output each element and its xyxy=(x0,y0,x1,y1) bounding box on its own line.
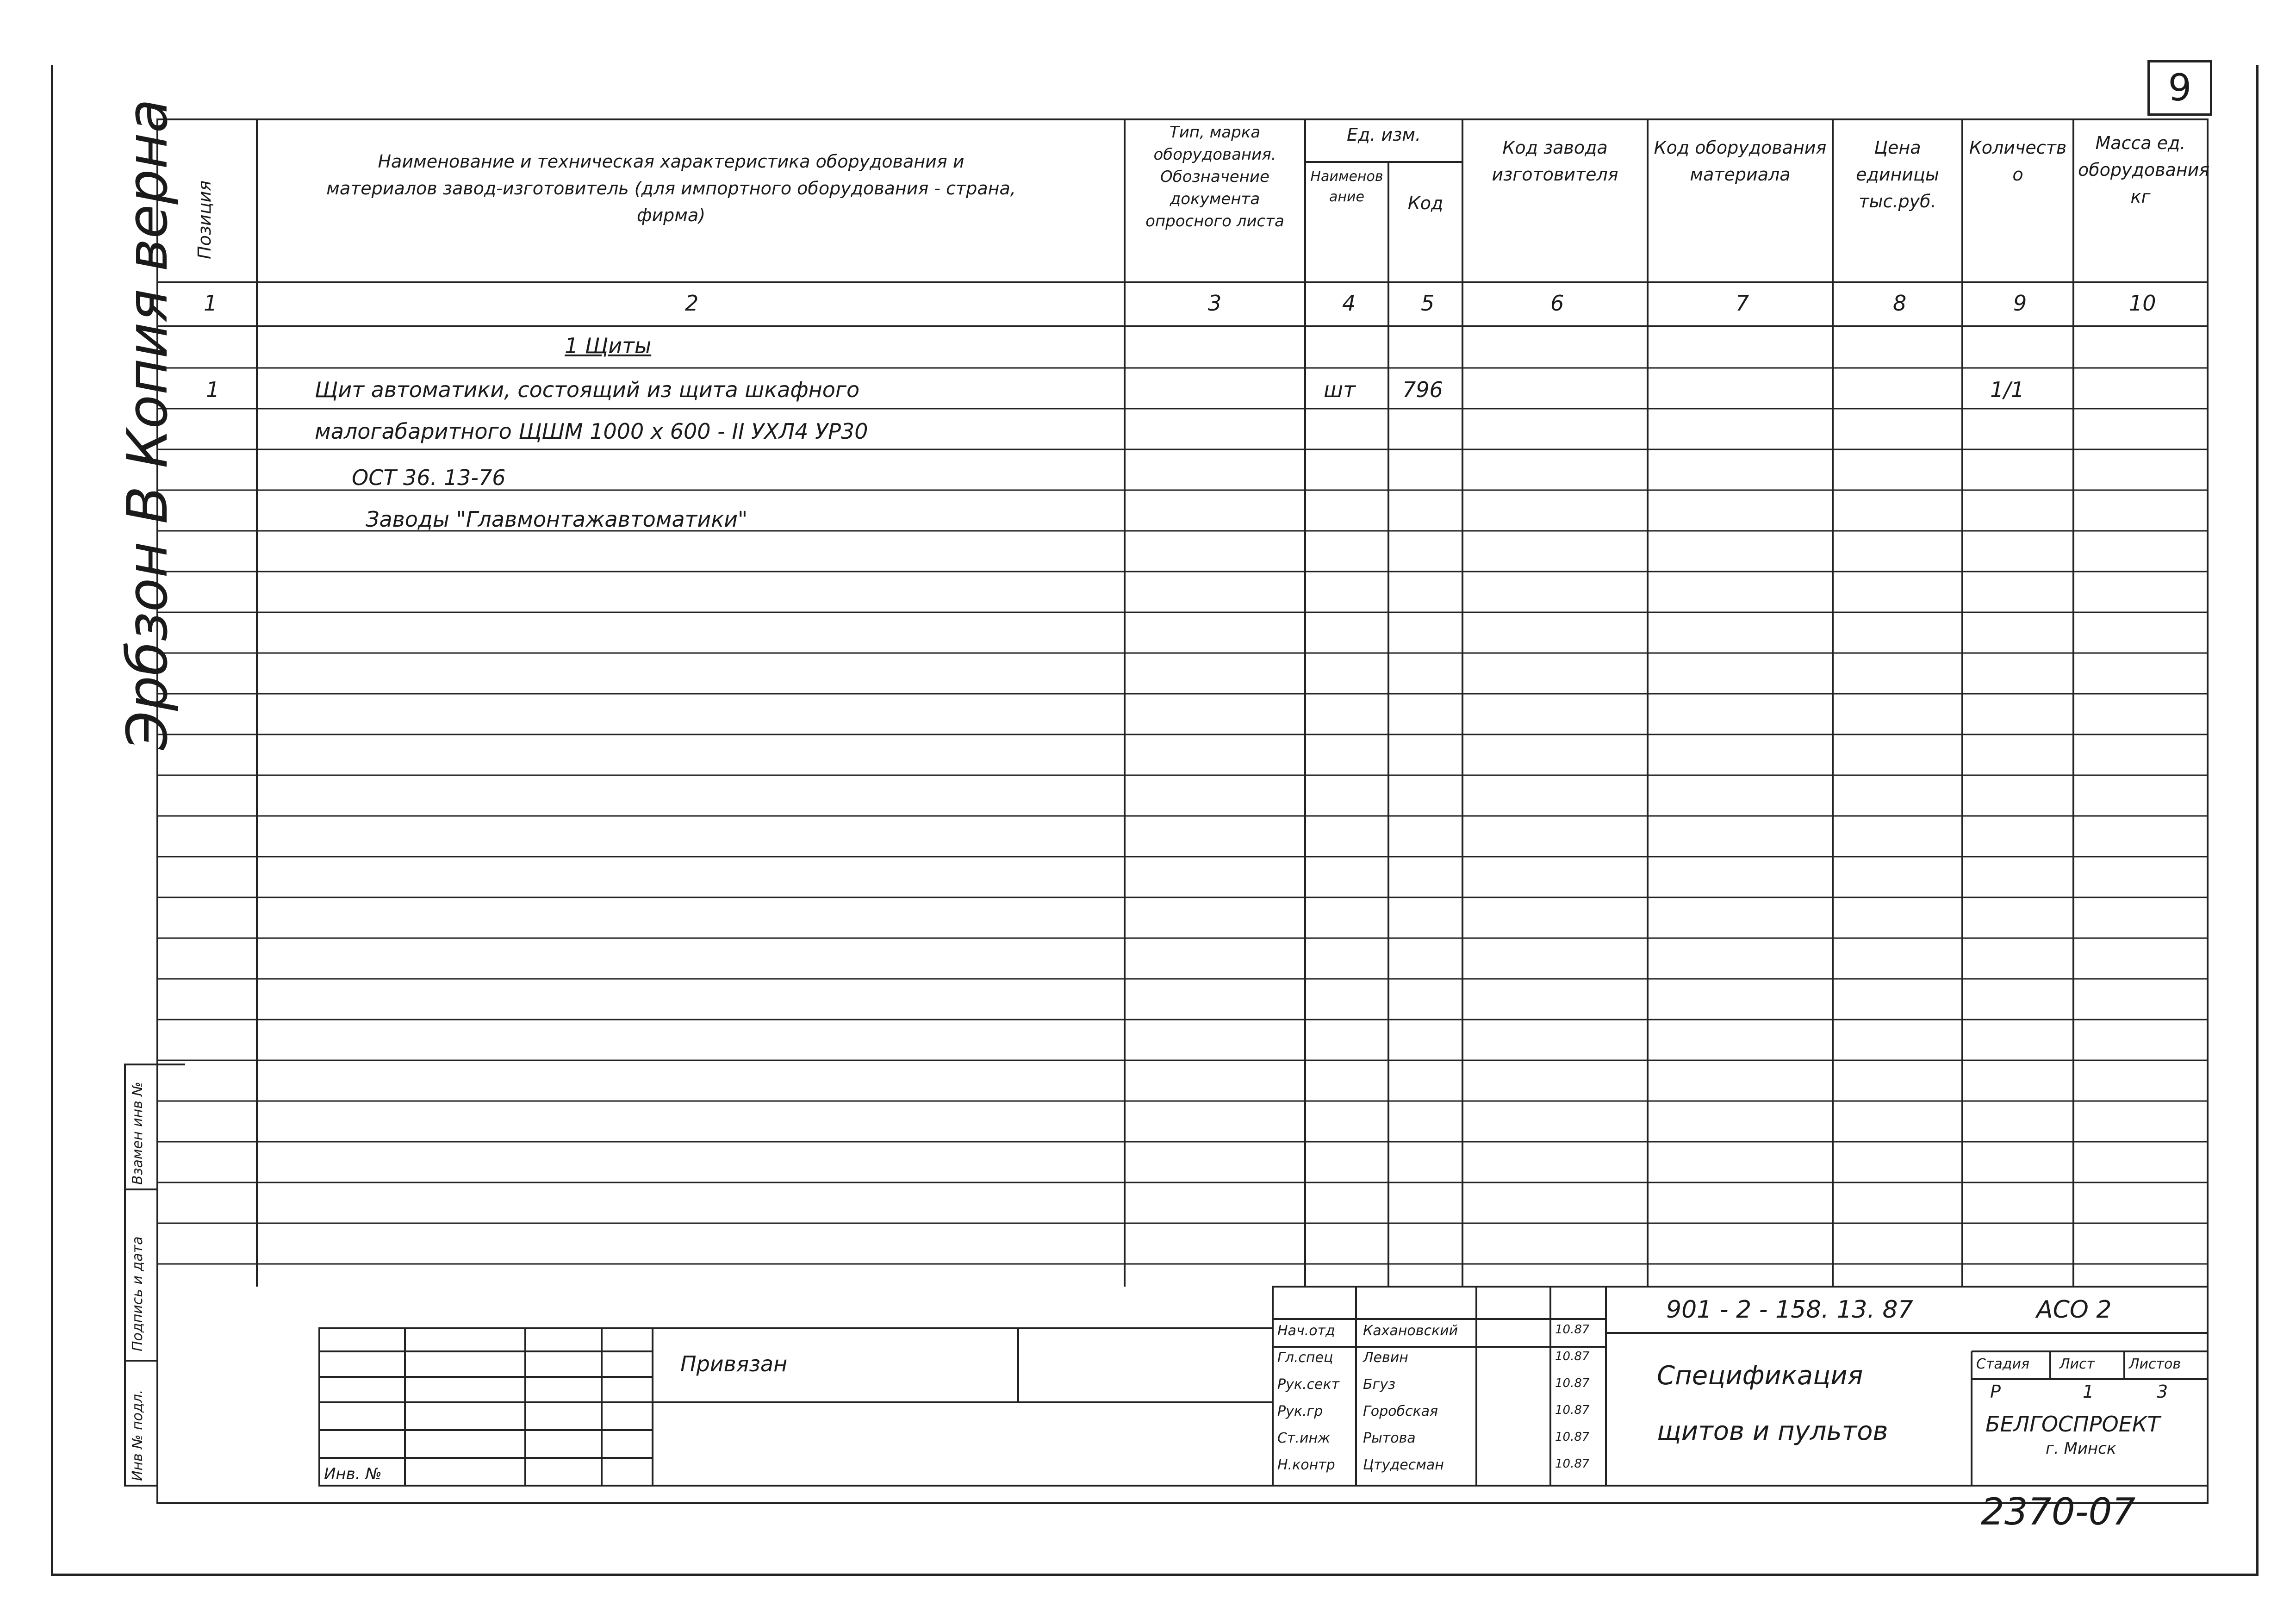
signature-role: Рук.сект xyxy=(1277,1376,1340,1393)
col-number-3: 3 xyxy=(1208,291,1222,316)
signature-date: 10.87 xyxy=(1555,1403,1590,1417)
org-city: г. Минск xyxy=(2046,1439,2116,1458)
header-mass: Масса ед. оборудования кг xyxy=(2078,133,2210,207)
header-name: Наименование и техническая характеристика оборудования и материалов завод-изготовитель (для импортного оборудования - страна, фирма) xyxy=(326,151,1016,225)
signature-date: 10.87 xyxy=(1555,1430,1590,1444)
header-maker-code: Код завода изготовителя xyxy=(1492,137,1618,185)
header-unit-name: Наименование xyxy=(1310,168,1383,205)
inv-no-label: Инв. № xyxy=(324,1465,382,1483)
sign-date-label: Подпись и дата xyxy=(130,1236,146,1351)
table-row-lines xyxy=(157,368,2208,1264)
section-title: 1 Щиты xyxy=(565,333,652,358)
row-3-name: ОСТ 36. 13-76 xyxy=(352,465,506,490)
row-1-name: Щит автоматики, состоящий из щита шкафного xyxy=(315,377,860,402)
doc-code: 901 - 2 - 158. 13. 87 xyxy=(1666,1296,1913,1324)
sheets-header: Листов xyxy=(2129,1356,2181,1372)
signature-role: Рук.гр xyxy=(1277,1403,1323,1419)
signature-date: 10.87 xyxy=(1555,1376,1590,1390)
signature-role: Ст.инж xyxy=(1277,1430,1331,1446)
col-number-10: 10 xyxy=(2129,291,2156,316)
row-2-name: малогабаритного ЩШМ 1000 х 600 - II УХЛ4 УР30 xyxy=(315,419,868,444)
signature-name: Кахановский xyxy=(1363,1323,1458,1339)
col-number-9: 9 xyxy=(2013,291,2027,316)
stage-header: Стадия xyxy=(1976,1356,2030,1372)
header-pos: Позиция xyxy=(194,180,215,259)
col-number-5: 5 xyxy=(1421,291,1435,316)
signature-name: Бгуз xyxy=(1363,1376,1396,1393)
vzam-inv-label: Взамен инв № xyxy=(130,1082,146,1185)
col-number-8: 8 xyxy=(1893,291,1907,316)
row-1-code: 796 xyxy=(1402,377,1443,402)
row-4-name: Заводы "Главмонтажавтоматики" xyxy=(366,507,748,532)
bottom-number: 2370-07 xyxy=(1981,1490,2136,1533)
doc-title-line2: щитов и пультов xyxy=(1657,1416,1888,1446)
header-unit-code: Код xyxy=(1407,193,1444,213)
doc-title-line1: Спецификация xyxy=(1657,1361,1863,1391)
header-qty: Количество xyxy=(1969,137,2067,185)
signature-name: Рытова xyxy=(1363,1430,1416,1446)
copy-mark: Эрбзон В Копия верна xyxy=(116,99,180,750)
header-price: Цена единицы тыс.руб. xyxy=(1856,137,1939,212)
signature-role: Н.контр xyxy=(1277,1457,1335,1473)
page-number: 9 xyxy=(2147,60,2212,116)
signature-role: Гл.спец xyxy=(1277,1350,1333,1366)
col-number-1: 1 xyxy=(204,291,218,316)
signature-role: Нач.отд xyxy=(1277,1323,1335,1339)
header-type: Тип, марка оборудования. Обозначение документа опросного листа xyxy=(1145,123,1284,230)
privyazan-label: Привязан xyxy=(680,1351,788,1376)
signature-date: 10.87 xyxy=(1555,1457,1590,1471)
signature-date: 10.87 xyxy=(1555,1350,1590,1363)
signature-name: Цтудесман xyxy=(1363,1457,1444,1473)
signature-name: Горобская xyxy=(1363,1403,1438,1419)
sheet-value: 1 xyxy=(2083,1381,2094,1402)
org-name: БЕЛГОСПРОЕКТ xyxy=(1985,1412,2160,1437)
header-unit-group: Ед. изм. xyxy=(1346,124,1421,145)
col-number-7: 7 xyxy=(1736,291,1749,316)
col-number-2: 2 xyxy=(685,291,699,316)
inv-podl-label: Инв № подл. xyxy=(130,1389,146,1481)
signature-name: Левин xyxy=(1363,1350,1408,1366)
stage-value: Р xyxy=(1990,1381,2001,1402)
row-1-unit: шт xyxy=(1324,377,1356,402)
sheets-value: 3 xyxy=(2157,1381,2168,1402)
col-number-4: 4 xyxy=(1342,291,1356,316)
signature-date: 10.87 xyxy=(1555,1323,1590,1337)
header-equip-code: Код оборудования материала xyxy=(1654,137,1827,185)
row-1-qty: 1/1 xyxy=(1990,377,2025,402)
sheet-header: Лист xyxy=(2060,1356,2095,1372)
sheet-code: АСО 2 xyxy=(2036,1296,2112,1324)
col-number-6: 6 xyxy=(1550,291,1564,316)
row-1-pos: 1 xyxy=(206,377,220,402)
